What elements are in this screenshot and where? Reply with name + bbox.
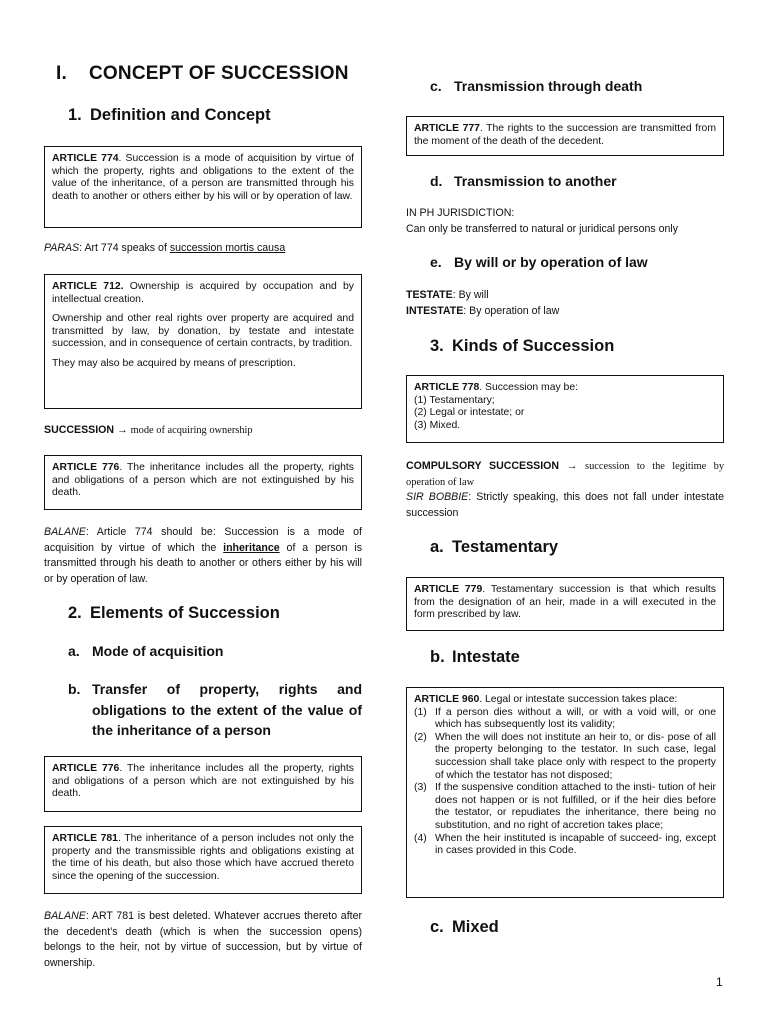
article-778-box: [406, 375, 724, 443]
section-number: 2.: [68, 604, 82, 622]
note-line: Can only be transferred to natural or juridical persons only: [406, 222, 679, 235]
section-heading-kinds: [430, 337, 614, 356]
underlined-term: succession mortis causa: [169, 242, 286, 254]
arrow-icon: →: [117, 424, 128, 436]
page-number: 1: [716, 975, 723, 989]
article-paragraph: They may also be acquired by means of prescription.: [52, 357, 296, 369]
note-line: IN PH JURISDICTION:: [406, 207, 515, 219]
item-text: Transfer of property, rights and obligations to the extent of the value of the inheritance of a person: [92, 681, 362, 738]
element-c: [430, 78, 642, 94]
ph-jurisdiction-note: [406, 206, 724, 237]
author: PARAS: [44, 242, 80, 254]
definition: succession to the legitime by operation of law: [406, 461, 725, 488]
kind-b-heading: [430, 648, 520, 667]
balane-note-781: [44, 909, 362, 971]
article-960-list: [414, 707, 716, 858]
list-item: If the suspensive condition attached to the insti- tution of heir does not happen or is not fulfilled, or if the heir dies before the testator, or repudiates the inheritance, there being no substitution, and no right of accretion takes place;: [435, 782, 716, 831]
article-text: . The rights to the succession are transmitted from the moment of the death of the decedent.: [414, 123, 716, 147]
page-title: [56, 63, 349, 85]
article-text: . The inheritance of a person includes not only the property and the transmissible rights and obligations existing at the time of his death, but also those which have accrued thereto since the opening of the succession.: [52, 833, 354, 882]
element-d: [430, 173, 617, 189]
article-label: ARTICLE 960: [414, 694, 480, 705]
section-text: Kinds of Succession: [452, 337, 615, 355]
article-label: ARTICLE 779: [414, 584, 483, 595]
compulsory-succession-note: [406, 459, 724, 521]
list-item: (3) Mixed.: [414, 419, 461, 431]
term: TESTATE: [406, 289, 453, 301]
item-letter: a.: [68, 643, 80, 659]
article-label: ARTICLE 712.: [52, 281, 124, 292]
item-letter: b.: [68, 681, 81, 697]
article-label: ARTICLE 781: [52, 833, 118, 844]
item-letter: e.: [430, 254, 442, 270]
section-text: Definition and Concept: [90, 106, 271, 124]
intestate-definition: [406, 304, 724, 320]
element-e: [430, 254, 648, 270]
article-label: ARTICLE 774: [52, 153, 119, 164]
testate-definition: [406, 288, 724, 304]
note-text: of a person is transmitted through his death to another or others either by his will or by operation of law.: [44, 541, 362, 585]
item-text: Intestate: [452, 648, 520, 666]
article-label: ARTICLE 777: [414, 123, 480, 134]
element-b: [68, 679, 362, 741]
item-text: Testamentary: [452, 538, 559, 556]
item-text: Mode of acquisition: [92, 643, 224, 659]
section-heading-elements: [68, 604, 280, 623]
article-text: . Legal or intestate succession takes place:: [479, 694, 678, 705]
item-letter: c.: [430, 78, 442, 94]
term: INTESTATE: [406, 304, 464, 317]
definition: : By will: [452, 289, 489, 301]
article-776-box: [44, 455, 362, 510]
article-779-box: [406, 577, 724, 631]
list-item: If a person dies without a will, or with a void will, or one which has subsequently lost its validity;: [435, 706, 716, 731]
article-774-box: [44, 146, 362, 228]
list-item: (2) Legal or intestate; or: [414, 407, 525, 419]
kind-a-heading: [430, 538, 558, 557]
item-text: Mixed: [452, 918, 499, 936]
list-item: (1) Testamentary;: [414, 394, 495, 406]
article-960-box: [406, 687, 724, 898]
author: BALANE: [44, 910, 86, 922]
kind-c-heading: [430, 918, 499, 937]
section-number: 1.: [68, 106, 82, 124]
element-a: [68, 643, 223, 659]
term: COMPULSORY SUCCESSION: [406, 460, 560, 472]
paras-note: [44, 241, 362, 257]
article-777-box: [406, 116, 724, 156]
article-label: ARTICLE 776: [52, 763, 120, 774]
item-letter: d.: [430, 173, 443, 189]
item-letter: a.: [430, 538, 444, 556]
definition: mode of acquiring ownership: [130, 425, 253, 436]
item-letter: c.: [430, 918, 444, 936]
article-paragraph: Ownership and other real rights over property are acquired and transmitted by law, by donation, by testate and intestate succession, and in consequence of certain contracts, by tradition.: [52, 313, 354, 350]
definition: : By operation of law: [463, 304, 560, 317]
article-label: ARTICLE 776: [52, 462, 120, 473]
article-text: . Succession may be:: [479, 382, 579, 393]
item-text: Transmission to another: [454, 173, 617, 189]
arrow-icon: →: [566, 460, 578, 472]
section-heading-definition: [68, 106, 271, 125]
succession-definition: [44, 423, 362, 439]
article-text: Ownership is acquired by occupation and by intellectual creation.: [52, 281, 355, 305]
article-712-box: [44, 274, 362, 409]
article-text: . The inheritance includes all the property, rights and obligations of a person which are not extinguished by his death.: [52, 763, 354, 800]
section-number: 3.: [430, 337, 444, 355]
author: SIR BOBBIE: [406, 491, 469, 504]
term: SUCCESSION: [44, 424, 115, 436]
article-text: . The inheritance includes all the property, rights and obligations of a person which are not extinguished by his death.: [52, 462, 354, 499]
balane-note-774: [44, 525, 362, 587]
article-text: . Testamentary succession is that which results from the designation of an heir, made in a will executed in the form prescribed by law.: [414, 584, 717, 621]
item-text: Transmission through death: [454, 78, 643, 94]
note-text: : Article 774 should be: Succession is a mode of acquisition by virtue of which the: [44, 526, 362, 554]
author: BALANE: [44, 526, 86, 538]
title-number: I.: [56, 63, 67, 84]
section-text: Elements of Succession: [90, 604, 280, 622]
article-label: ARTICLE 778: [414, 382, 480, 393]
item-text: By will or by operation of law: [454, 254, 648, 270]
note-text: : ART 781 is best deleted. Whatever accrues thereto after the decedent’s death (which is when the succession opens) belongs to the heir, not by virtue of succession, but by virtue of ownership.: [44, 910, 362, 969]
list-item: When the heir instituted is incapable of succeed- ing, except in cases provided in this Code.: [435, 832, 716, 857]
note-text: : Art 774 speaks of: [79, 242, 170, 254]
note-text: : Strictly speaking, this does not fall under intestate succession: [406, 491, 724, 519]
article-text: . Succession is a mode of acquisition by virtue of which the property, rights and obligations to the extent of the value of the inheritance, of a person are transmitted through his death to another or others either by his will or by operation of law.: [52, 153, 354, 202]
testate-intestate-defs: [406, 288, 724, 319]
list-item: When the will does not institute an heir to, or dis- pose of all the property belonging to the testator. In such case, legal succession shall take place only with respect to the property of which the testator has not disposed;: [435, 731, 716, 781]
article-776-box-repeat: [44, 756, 362, 812]
emphasis-term: inheritance: [223, 541, 280, 554]
title-text: CONCEPT OF SUCCESSION: [89, 63, 349, 84]
item-letter: b.: [430, 648, 445, 666]
article-781-box: [44, 826, 362, 894]
